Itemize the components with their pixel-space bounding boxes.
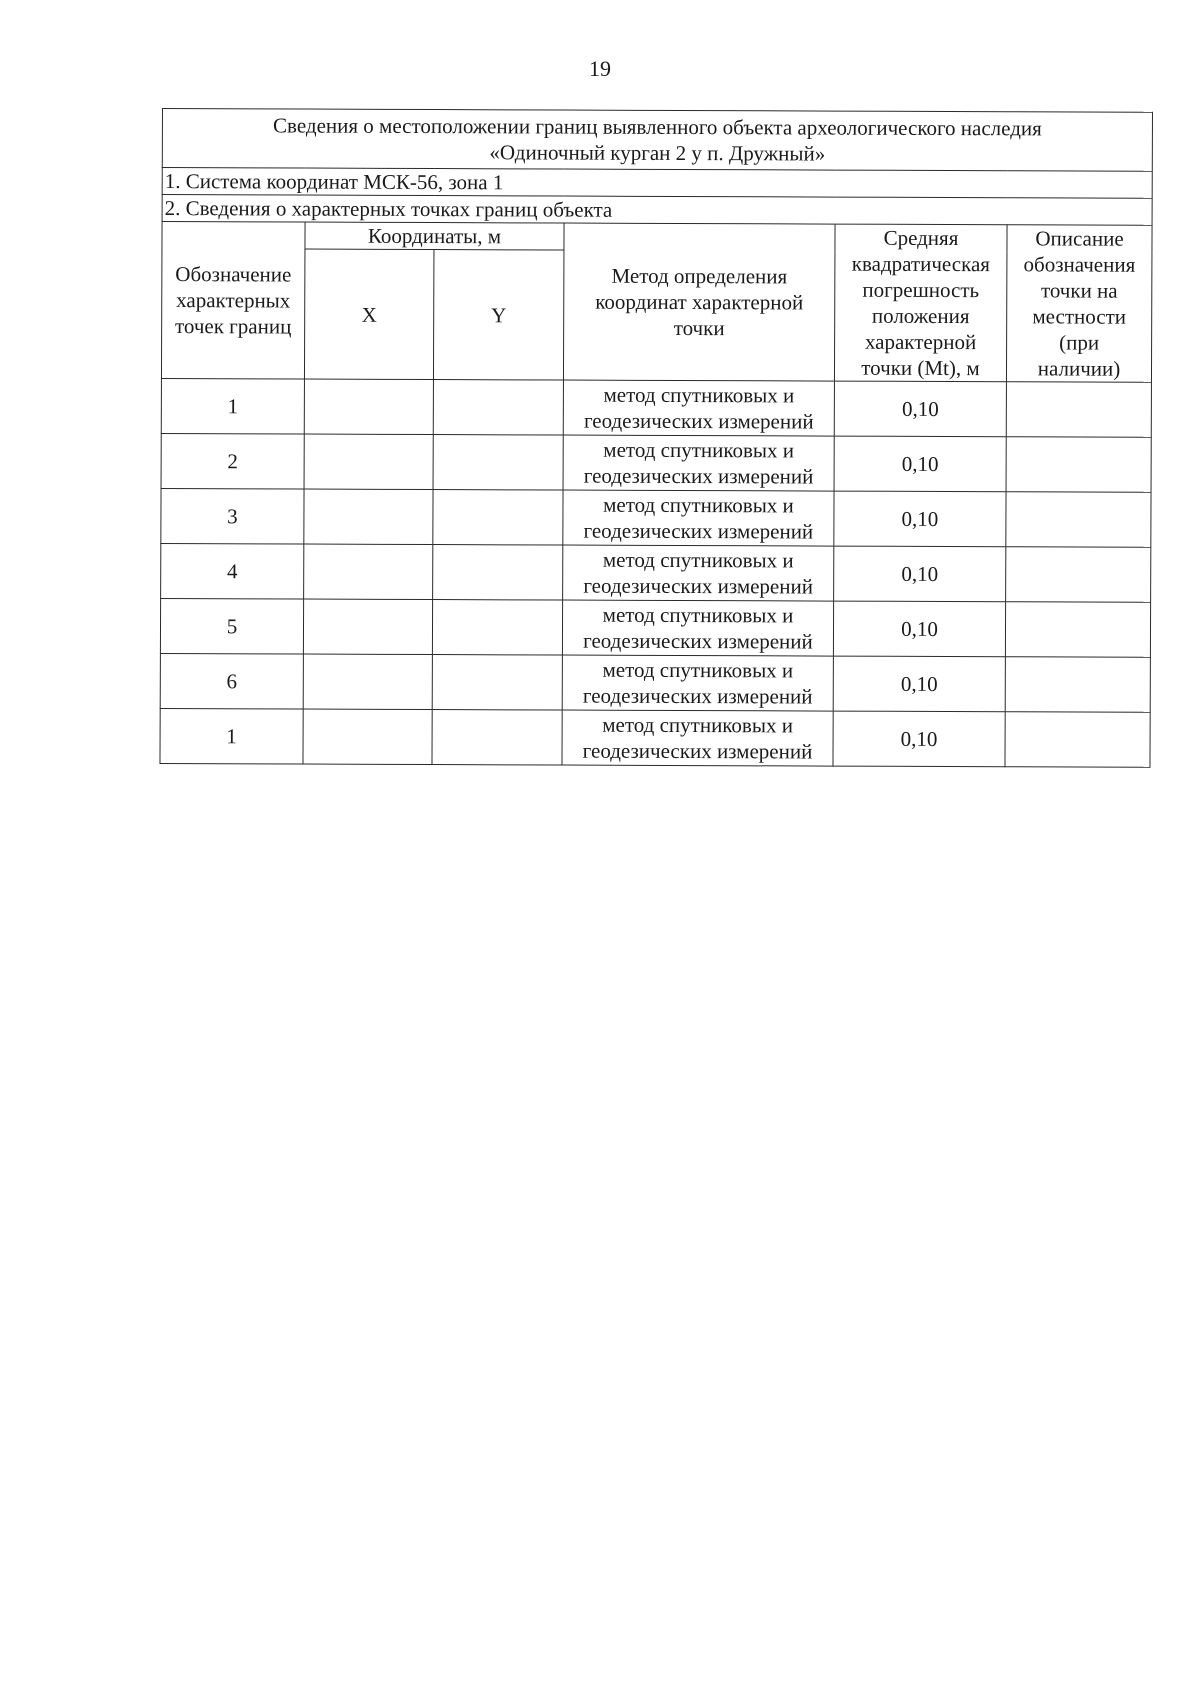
table-row <box>160 598 1150 657</box>
point-description <box>1005 712 1150 768</box>
point-label: 2 <box>161 433 304 489</box>
header-description: Описание обозначения точки на местности (при наличии) <box>1006 225 1152 383</box>
table-title-line1: Сведения о местоположении границ выявленного объекта археологического наследия <box>273 113 1042 141</box>
header-designation: Обозначение характерных точек границ <box>161 222 305 380</box>
point-label: 3 <box>161 488 304 544</box>
points-info-row: 2. Сведения о характерных точках границ объекта <box>162 195 1152 226</box>
coord-x <box>303 654 432 709</box>
point-label: 1 <box>161 378 304 434</box>
error-value: 0,10 <box>833 711 1005 767</box>
point-description <box>1005 602 1150 658</box>
coord-y <box>432 655 562 710</box>
table-row <box>160 708 1150 767</box>
error-value: 0,10 <box>833 656 1005 712</box>
boundary-points-table <box>159 108 1153 768</box>
point-description <box>1005 657 1150 713</box>
header-error: Средняя квадратическая погрешность положения характерной точки (Mt), м <box>834 224 1007 382</box>
table-row <box>161 488 1151 547</box>
point-description <box>1006 382 1151 438</box>
method-cell: метод спутниковых и геодезических измерений <box>562 655 833 711</box>
coord-x <box>304 434 433 489</box>
table-row <box>161 433 1151 492</box>
error-value: 0,10 <box>834 546 1006 602</box>
coord-x <box>304 544 433 599</box>
coord-y <box>432 600 562 655</box>
method-cell: метод спутниковых и геодезических измерений <box>563 545 834 601</box>
table-title <box>162 109 1152 172</box>
method-cell: метод спутниковых и геодезических измерений <box>563 490 834 546</box>
table-title-line2: «Одиночный курган 2 у п. Дружный» <box>489 140 826 166</box>
point-description <box>1006 492 1151 548</box>
point-description <box>1006 547 1151 603</box>
coord-x <box>303 599 432 654</box>
header-x: X <box>304 249 433 379</box>
table-row <box>161 378 1151 437</box>
header-method: Метод определения координат характерной точки <box>563 223 835 381</box>
method-cell: метод спутниковых и геодезических измерений <box>562 600 833 656</box>
header-coordinates: Координаты, м <box>305 222 564 250</box>
coord-y <box>432 710 562 765</box>
coord-y <box>433 380 563 435</box>
coord-x <box>304 379 433 434</box>
header-y: Y <box>433 250 563 380</box>
error-value: 0,10 <box>834 436 1006 492</box>
method-cell: метод спутниковых и геодезических измерений <box>563 380 834 436</box>
coord-y <box>433 490 563 545</box>
coord-x <box>303 709 432 764</box>
point-description <box>1006 437 1151 493</box>
error-value: 0,10 <box>834 491 1006 547</box>
method-cell: метод спутниковых и геодезических измерений <box>563 435 834 491</box>
coordinate-system-row: 1. Система координат МСК-56, зона 1 <box>162 168 1152 199</box>
coord-y <box>433 435 563 490</box>
error-value: 0,10 <box>834 381 1006 437</box>
point-label: 1 <box>160 708 303 764</box>
table-row <box>161 543 1151 602</box>
method-cell: метод спутниковых и геодезических измерений <box>562 710 833 766</box>
point-label: 4 <box>161 543 304 599</box>
coord-y <box>433 545 563 600</box>
error-value: 0,10 <box>833 601 1005 657</box>
point-label: 6 <box>160 653 303 709</box>
point-label: 5 <box>160 598 303 654</box>
coord-x <box>304 489 433 544</box>
page-number: 19 <box>589 56 611 81</box>
table-row <box>160 653 1150 712</box>
